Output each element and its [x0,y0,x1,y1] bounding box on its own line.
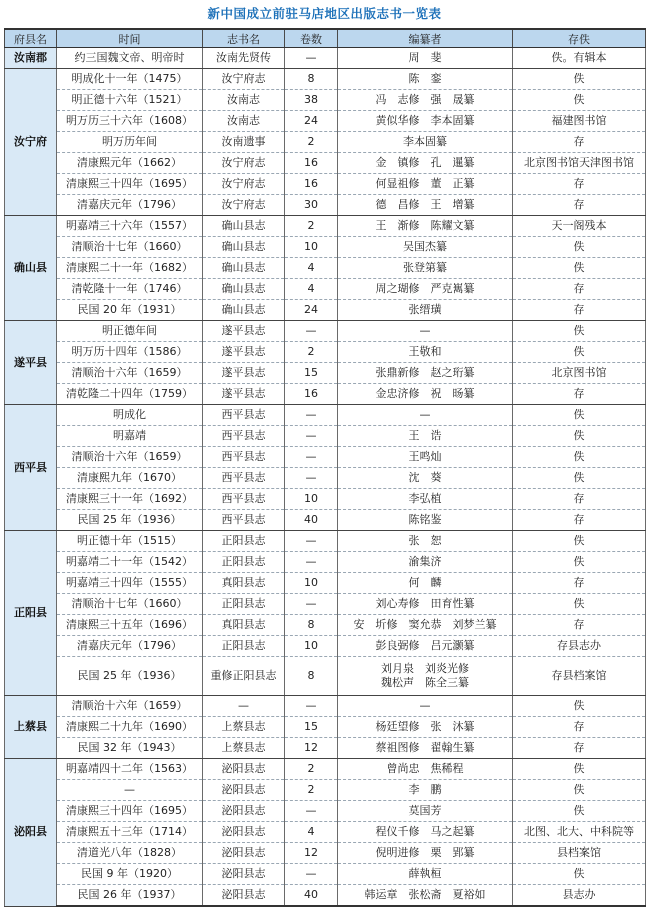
volumes-cell: — [285,426,338,447]
volumes-cell: 4 [285,822,338,843]
prefecture-cell: 正阳县 [5,531,57,696]
editor-cell: 倪明进修 栗 郢纂 [338,843,513,864]
volumes-cell: — [285,531,338,552]
table-row [5,759,646,780]
time-cell: 民国 20 年（1931） [57,300,203,321]
time-cell: 清康熙五十三年（1714） [57,822,203,843]
book-cell: 确山县志 [203,216,285,237]
editor-cell: 杨廷望修 张 沐纂 [338,717,513,738]
status-cell: 佚 [513,237,646,258]
status-cell: 存 [513,300,646,321]
status-cell: 佚 [513,759,646,780]
volumes-cell: 8 [285,69,338,90]
book-cell: 真阳县志 [203,573,285,594]
editor-cell: 莫国芳 [338,801,513,822]
table-row [5,363,646,384]
book-cell: 西平县志 [203,447,285,468]
book-cell: 汝宁府志 [203,153,285,174]
table-row [5,531,646,552]
status-cell: 佚 [513,780,646,801]
status-cell: 存 [513,738,646,759]
status-cell: 佚 [513,468,646,489]
table-title: 新中国成立前驻马店地区出版志书一览表 [207,6,442,21]
editor-cell: 王鸣灿 [338,447,513,468]
time-cell: 民国 25 年（1936） [57,657,203,696]
time-cell: 清嘉庆元年（1796） [57,636,203,657]
volumes-cell: 2 [285,132,338,153]
time-cell: — [57,780,203,801]
gazetteer-table [4,28,646,907]
table-row [5,426,646,447]
book-cell: 确山县志 [203,279,285,300]
editor-cell: 周 斐 [338,48,513,69]
status-cell: 佚 [513,405,646,426]
header-editor: 编纂者 [338,29,513,48]
time-cell: 明万历三十六年（1608） [57,111,203,132]
book-cell: 汝南志 [203,90,285,111]
table-row [5,405,646,426]
book-cell: 遂平县志 [203,321,285,342]
editor-cell: 渝集济 [338,552,513,573]
volumes-cell: 10 [285,636,338,657]
volumes-cell: 2 [285,342,338,363]
volumes-cell: 8 [285,615,338,636]
book-cell: 西平县志 [203,489,285,510]
table-row [5,510,646,531]
volumes-cell: 4 [285,279,338,300]
volumes-cell: — [285,468,338,489]
table-row [5,801,646,822]
status-cell: 存 [513,279,646,300]
status-cell: 存 [513,384,646,405]
time-cell: 清乾隆二十四年（1759） [57,384,203,405]
editor-cell: — [338,405,513,426]
volumes-cell: — [285,447,338,468]
book-cell: 西平县志 [203,468,285,489]
status-cell: 佚。有辑本 [513,48,646,69]
time-cell: 明嘉靖四十二年（1563） [57,759,203,780]
book-cell: 重修正阳县志 [203,657,285,696]
book-cell: 遂平县志 [203,363,285,384]
editor-cell: 蔡祖图修 翟翰生纂 [338,738,513,759]
status-cell: 存县档案馆 [513,657,646,696]
editor-cell: 李弘植 [338,489,513,510]
volumes-cell: — [285,405,338,426]
editor-cell: 陈铭鉴 [338,510,513,531]
editor-cell: 王 诰 [338,426,513,447]
volumes-cell: 15 [285,717,338,738]
editor-cell: 金忠济修 祝 旸纂 [338,384,513,405]
table-row [5,822,646,843]
volumes-cell: — [285,321,338,342]
editor-cell: 德 昌修 王 增纂 [338,195,513,216]
book-cell: 西平县志 [203,510,285,531]
book-cell: 汝宁府志 [203,195,285,216]
status-cell: 佚 [513,258,646,279]
editor-cell: 薛執桓 [338,864,513,885]
book-cell: 遂平县志 [203,384,285,405]
status-cell: 北图、北大、中科院等 [513,822,646,843]
prefecture-cell: 汝宁府 [5,69,57,216]
volumes-cell: 16 [285,384,338,405]
time-cell: 清康熙三十四年（1695） [57,801,203,822]
time-cell: 清乾隆十一年（1746） [57,279,203,300]
volumes-cell: 16 [285,174,338,195]
volumes-cell: 10 [285,489,338,510]
time-cell: 清康熙二十九年（1690） [57,717,203,738]
table-row [5,717,646,738]
editor-cell: 王敬和 [338,342,513,363]
prefecture-cell: 上蔡县 [5,696,57,759]
editor-line: 魏松声 陈全三纂 [381,676,469,689]
time-cell: 明万历年间 [57,132,203,153]
time-cell: 清顺治十六年（1659） [57,363,203,384]
time-cell: 清康熙三十五年（1696） [57,615,203,636]
table-row [5,468,646,489]
table-row [5,843,646,864]
status-cell: 存 [513,174,646,195]
status-cell: 存 [513,195,646,216]
table-row [5,384,646,405]
time-cell: 明万历十四年（1586） [57,342,203,363]
time-cell: 民国 26 年（1937） [57,885,203,907]
time-cell: 清道光八年（1828） [57,843,203,864]
time-cell: 明嘉靖二十一年（1542） [57,552,203,573]
time-cell: 清康熙元年（1662） [57,153,203,174]
book-cell: 汝南先贤传 [203,48,285,69]
table-row [5,258,646,279]
book-cell: 确山县志 [203,258,285,279]
status-cell: 天一阁残本 [513,216,646,237]
volumes-cell: — [285,594,338,615]
table-row [5,864,646,885]
status-cell: 佚 [513,447,646,468]
status-cell: 佚 [513,696,646,717]
book-cell: 西平县志 [203,426,285,447]
editor-cell: 陈 銮 [338,69,513,90]
time-cell: 明正德十六年（1521） [57,90,203,111]
prefecture-cell: 汝南郡 [5,48,57,69]
volumes-cell: — [285,48,338,69]
editor-cell: 韩运章 张松斋 夏裕如 [338,885,513,907]
editor-cell: 何 麟 [338,573,513,594]
status-cell: 存县志办 [513,636,646,657]
editor-cell: 王 渐修 陈耀文纂 [338,216,513,237]
status-cell: 存 [513,132,646,153]
table-row [5,696,646,717]
time-cell: 明嘉靖三十六年（1557） [57,216,203,237]
volumes-cell: 15 [285,363,338,384]
book-cell: 泌阳县志 [203,843,285,864]
prefecture-cell: 遂平县 [5,321,57,405]
prefecture-cell: 西平县 [5,405,57,531]
book-cell: 西平县志 [203,405,285,426]
editor-cell [338,657,513,696]
status-cell: 佚 [513,69,646,90]
table-row [5,48,646,69]
header-time: 时间 [57,29,203,48]
volumes-cell: 24 [285,111,338,132]
book-cell: 汝宁府志 [203,174,285,195]
table-row [5,69,646,90]
status-cell: 北京图书馆 [513,363,646,384]
editor-cell: 何显祖修 董 正纂 [338,174,513,195]
status-cell: 佚 [513,90,646,111]
book-cell: 泌阳县志 [203,759,285,780]
editor-cell: 沈 葵 [338,468,513,489]
status-cell: 佚 [513,531,646,552]
status-cell: 佚 [513,321,646,342]
editor-cell: — [338,696,513,717]
book-cell: 正阳县志 [203,552,285,573]
table-row [5,738,646,759]
time-cell: 民国 9 年（1920） [57,864,203,885]
volumes-cell: 10 [285,237,338,258]
status-cell: 佚 [513,342,646,363]
book-cell: — [203,696,285,717]
table-row [5,153,646,174]
editor-cell: 吴国杰纂 [338,237,513,258]
volumes-cell: 38 [285,90,338,111]
status-cell: 佚 [513,426,646,447]
status-cell: 佚 [513,801,646,822]
table-row [5,300,646,321]
book-cell: 泌阳县志 [203,885,285,907]
table-row [5,90,646,111]
editor-cell: 刘心寿修 田育性纂 [338,594,513,615]
table-row [5,447,646,468]
editor-cell: 彭良弼修 吕元灏纂 [338,636,513,657]
time-cell: 明正德年间 [57,321,203,342]
time-cell: 清康熙二十一年（1682） [57,258,203,279]
status-cell: 存 [513,615,646,636]
volumes-cell: — [285,552,338,573]
status-cell: 福建图书馆 [513,111,646,132]
time-cell: 清顺治十六年（1659） [57,696,203,717]
book-cell: 正阳县志 [203,531,285,552]
book-cell: 遂平县志 [203,342,285,363]
book-cell: 确山县志 [203,300,285,321]
status-cell: 佚 [513,864,646,885]
book-cell: 上蔡县志 [203,738,285,759]
header-volumes: 卷数 [285,29,338,48]
table-row [5,489,646,510]
editor-cell: 张 恕 [338,531,513,552]
book-cell: 泌阳县志 [203,780,285,801]
editor-cell: 李 鹏 [338,780,513,801]
book-cell: 汝南志 [203,111,285,132]
editor-cell: 张缙璜 [338,300,513,321]
time-cell: 明正德十年（1515） [57,531,203,552]
editor-cell: 冯 志修 强 晟纂 [338,90,513,111]
header-prefecture: 府县名 [5,29,57,48]
status-cell: 佚 [513,552,646,573]
editor-line: 刘月泉 刘炎光修 [381,662,469,675]
table-row [5,237,646,258]
time-cell: 清康熙三十四年（1695） [57,174,203,195]
book-cell: 真阳县志 [203,615,285,636]
table-row [5,321,646,342]
table-body [5,48,646,907]
time-cell: 清顺治十六年（1659） [57,447,203,468]
status-cell: 存 [513,717,646,738]
status-cell: 存 [513,573,646,594]
time-cell: 明嘉靖三十四年（1555） [57,573,203,594]
time-cell: 清康熙九年（1670） [57,468,203,489]
table-row [5,195,646,216]
volumes-cell: 12 [285,843,338,864]
volumes-cell: 16 [285,153,338,174]
editor-cell: — [338,321,513,342]
editor-cell: 安 圻修 窦允恭 刘梦兰纂 [338,615,513,636]
time-cell: 清康熙三十一年（1692） [57,489,203,510]
table-row [5,132,646,153]
volumes-cell: — [285,696,338,717]
book-cell: 正阳县志 [203,636,285,657]
book-cell: 上蔡县志 [203,717,285,738]
volumes-cell: 24 [285,300,338,321]
volumes-cell: 40 [285,885,338,907]
volumes-cell: 2 [285,216,338,237]
time-cell: 清顺治十七年（1660） [57,237,203,258]
time-cell: 明成化十一年（1475） [57,69,203,90]
time-cell: 清嘉庆元年（1796） [57,195,203,216]
book-cell: 泌阳县志 [203,864,285,885]
book-cell: 确山县志 [203,237,285,258]
volumes-cell: 12 [285,738,338,759]
table-row [5,111,646,132]
editor-cell: 曾尚忠 焦稀程 [338,759,513,780]
book-cell: 正阳县志 [203,594,285,615]
volumes-cell: 30 [285,195,338,216]
editor-cell: 张登第纂 [338,258,513,279]
volumes-cell: 2 [285,780,338,801]
volumes-cell: 2 [285,759,338,780]
status-cell: 佚 [513,594,646,615]
book-cell: 泌阳县志 [203,822,285,843]
editor-cell: 程仪千修 马之起纂 [338,822,513,843]
table-row [5,174,646,195]
status-cell: 县档案馆 [513,843,646,864]
volumes-cell: 40 [285,510,338,531]
table-row [5,342,646,363]
status-cell: 存 [513,489,646,510]
volumes-cell: — [285,864,338,885]
table-row [5,594,646,615]
time-cell: 约三国魏文帝、明帝时 [57,48,203,69]
prefecture-cell: 确山县 [5,216,57,321]
volumes-cell: 4 [285,258,338,279]
volumes-cell: 8 [285,657,338,696]
book-cell: 泌阳县志 [203,801,285,822]
editor-cell: 周之瑚修 严克嶲纂 [338,279,513,300]
table-row [5,657,646,696]
table-row [5,780,646,801]
volumes-cell: 10 [285,573,338,594]
book-cell: 汝南遗事 [203,132,285,153]
editor-cell: 黄似华修 李本固纂 [338,111,513,132]
book-cell: 汝宁府志 [203,69,285,90]
table-row [5,885,646,907]
header-book: 志书名 [203,29,285,48]
time-cell: 清顺治十七年（1660） [57,594,203,615]
header-row [5,29,646,48]
time-cell: 明嘉靖 [57,426,203,447]
table-row [5,615,646,636]
prefecture-cell: 泌阳县 [5,759,57,907]
time-cell: 民国 32 年（1943） [57,738,203,759]
table-row [5,279,646,300]
status-cell: 县志办 [513,885,646,907]
time-cell: 明成化 [57,405,203,426]
table-row [5,636,646,657]
header-status: 存佚 [513,29,646,48]
volumes-cell: — [285,801,338,822]
table-row [5,573,646,594]
time-cell: 民国 25 年（1936） [57,510,203,531]
status-cell: 北京图书馆天津图书馆 [513,153,646,174]
status-cell: 存 [513,510,646,531]
editor-cell: 张鼎新修 赵之珩纂 [338,363,513,384]
table-row [5,216,646,237]
table-row [5,552,646,573]
editor-cell: 金 镇修 孔 暹纂 [338,153,513,174]
editor-cell: 李本固纂 [338,132,513,153]
